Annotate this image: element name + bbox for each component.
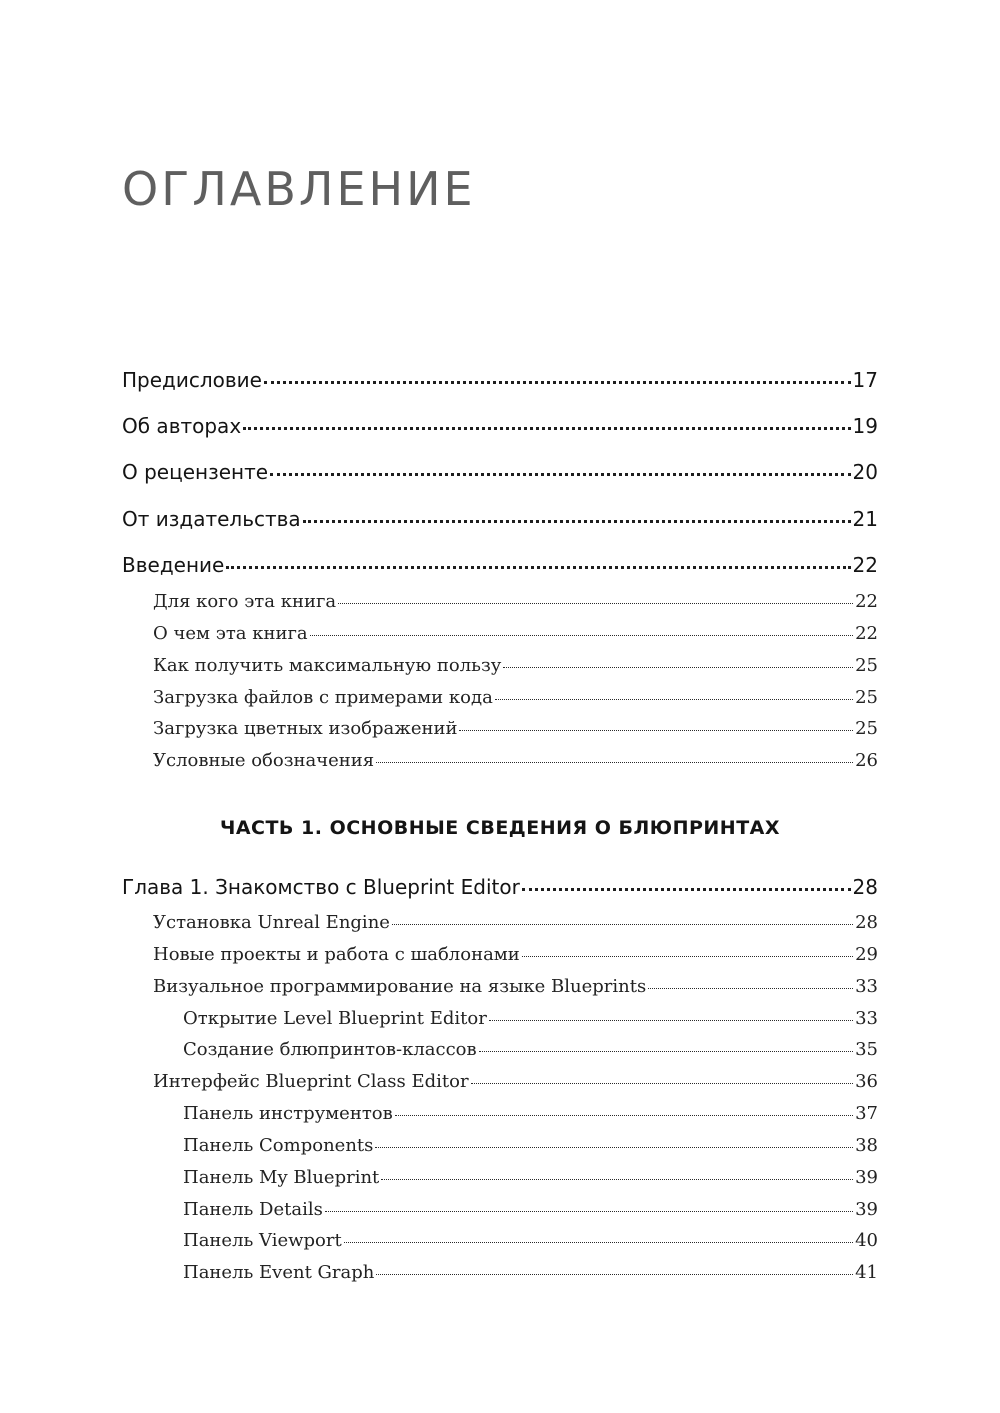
toc-subentry-page: 25 xyxy=(855,687,878,708)
toc-subentry[interactable] xyxy=(153,941,878,965)
toc-subsubentry-label: Панель инструментов xyxy=(183,1103,393,1124)
dot-leader xyxy=(303,500,851,523)
toc-entry-page: 22 xyxy=(852,553,878,577)
dot-leader xyxy=(375,1129,853,1148)
dot-leader xyxy=(471,1065,854,1084)
page-title: ОГЛАВЛЕНИЕ xyxy=(122,162,476,216)
toc-subentry[interactable] xyxy=(153,973,878,997)
toc-subsubentry-label: Панель Event Graph xyxy=(183,1262,375,1283)
toc-entry[interactable] xyxy=(122,456,878,484)
toc-subsubentry-page: 33 xyxy=(855,1008,878,1029)
toc-subsubentry-page: 41 xyxy=(855,1262,878,1283)
toc-entry[interactable] xyxy=(122,410,878,438)
toc-subentry-page: 26 xyxy=(855,750,878,771)
toc-subsubentry-page: 35 xyxy=(855,1039,878,1060)
toc-subentry-label: Условные обозначения xyxy=(153,750,375,771)
toc-subsubentry-page: 39 xyxy=(855,1167,878,1188)
dot-leader xyxy=(376,1256,853,1275)
dot-leader xyxy=(270,453,850,476)
toc-subsubentry-label: Панель Details xyxy=(183,1199,323,1220)
toc-subentry-page: 28 xyxy=(855,912,878,933)
toc-subsubentry[interactable] xyxy=(183,1164,878,1188)
toc-subsubentry[interactable] xyxy=(183,1132,878,1156)
toc-subentry-label: Интерфейс Blueprint Class Editor xyxy=(153,1071,469,1092)
toc-subentry[interactable] xyxy=(153,684,878,708)
dot-leader xyxy=(648,970,853,989)
dot-leader xyxy=(495,681,853,700)
dot-leader xyxy=(325,1193,853,1212)
dot-leader xyxy=(376,744,853,763)
toc-subentry[interactable] xyxy=(153,588,878,612)
toc-subentry[interactable] xyxy=(153,715,878,739)
toc-subentry-label: Как получить максимальную пользу xyxy=(153,655,502,676)
dot-leader xyxy=(226,546,850,569)
toc-subsubentry-label: Открытие Level Blueprint Editor xyxy=(183,1008,487,1029)
toc-subsubentry[interactable] xyxy=(183,1005,878,1029)
toc-subentry-label: Визуальное программирование на языке Blueprints xyxy=(153,976,647,997)
toc-subsubentry[interactable] xyxy=(183,1259,878,1283)
dot-leader xyxy=(344,1224,853,1243)
toc-subentry-label: Загрузка файлов с примерами кода xyxy=(153,687,493,708)
dot-leader xyxy=(310,617,853,636)
dot-leader xyxy=(459,712,853,731)
toc-entry-label: Об авторах xyxy=(122,414,242,438)
toc-subentry-page: 22 xyxy=(855,591,878,612)
toc-subentry[interactable] xyxy=(153,620,878,644)
toc-subentry-page: 25 xyxy=(855,655,878,676)
toc-subsubentry-label: Создание блюпринтов-классов xyxy=(183,1039,477,1060)
toc-subentry-label: Загрузка цветных изображений xyxy=(153,718,458,739)
toc-subentry-label: Установка Unreal Engine xyxy=(153,912,390,933)
toc-subentry[interactable] xyxy=(153,909,878,933)
toc-entry-page: 17 xyxy=(852,368,878,392)
dot-leader xyxy=(522,868,851,891)
dot-leader xyxy=(395,1097,853,1116)
toc-subsubentry[interactable] xyxy=(183,1227,878,1251)
toc-subsubentry-page: 38 xyxy=(855,1135,878,1156)
dot-leader xyxy=(522,938,853,957)
toc-entry-page: 21 xyxy=(852,507,878,531)
toc-subsubentry[interactable] xyxy=(183,1196,878,1220)
toc-entry-label: От издательства xyxy=(122,507,301,531)
toc-subentry[interactable] xyxy=(153,1068,878,1092)
toc-chapter-page: 28 xyxy=(852,875,878,899)
toc-subentry-label: Для кого эта книга xyxy=(153,591,337,612)
dot-leader xyxy=(381,1161,853,1180)
toc-subsubentry[interactable] xyxy=(183,1100,878,1124)
toc-entry-page: 20 xyxy=(852,460,878,484)
toc-subsubentry-page: 39 xyxy=(855,1199,878,1220)
dot-leader xyxy=(503,649,853,668)
dot-leader xyxy=(479,1033,853,1052)
toc-entry-page: 19 xyxy=(852,414,878,438)
toc-subsubentry-label: Панель My Blueprint xyxy=(183,1167,380,1188)
toc-subentry-label: О чем эта книга xyxy=(153,623,308,644)
dot-leader xyxy=(264,361,851,384)
toc-entry[interactable] xyxy=(122,503,878,531)
toc-subsubentry-page: 37 xyxy=(855,1103,878,1124)
toc-subsubentry-page: 40 xyxy=(855,1230,878,1251)
toc-subentry-label: Новые проекты и работа с шаблонами xyxy=(153,944,520,965)
toc-chapter[interactable] xyxy=(122,871,878,899)
toc-subsubentry[interactable] xyxy=(183,1036,878,1060)
toc-subentry-page: 22 xyxy=(855,623,878,644)
toc-entry[interactable] xyxy=(122,364,878,392)
dot-leader xyxy=(243,407,850,430)
dot-leader xyxy=(338,585,853,604)
toc-subentry[interactable] xyxy=(153,747,878,771)
toc-subentry-page: 33 xyxy=(855,976,878,997)
toc-entry-label: Предисловие xyxy=(122,368,262,392)
toc-subsubentry-label: Панель Viewport xyxy=(183,1230,342,1251)
toc-subentry-page: 36 xyxy=(855,1071,878,1092)
dot-leader xyxy=(392,906,853,925)
toc-subsubentry-label: Панель Components xyxy=(183,1135,374,1156)
part-heading: ЧАСТЬ 1. ОСНОВНЫЕ СВЕДЕНИЯ О БЛЮПРИНТАХ xyxy=(219,817,781,839)
toc-entry[interactable] xyxy=(122,549,878,577)
dot-leader xyxy=(489,1002,853,1021)
toc-entry-label: О рецензенте xyxy=(122,460,269,484)
toc-entry-label: Введение xyxy=(122,553,225,577)
toc-subentry-page: 29 xyxy=(855,944,878,965)
toc-subentry[interactable] xyxy=(153,652,878,676)
toc-subentry-page: 25 xyxy=(855,718,878,739)
toc-chapter-label: Глава 1. Знакомство с Blueprint Editor xyxy=(122,875,520,899)
